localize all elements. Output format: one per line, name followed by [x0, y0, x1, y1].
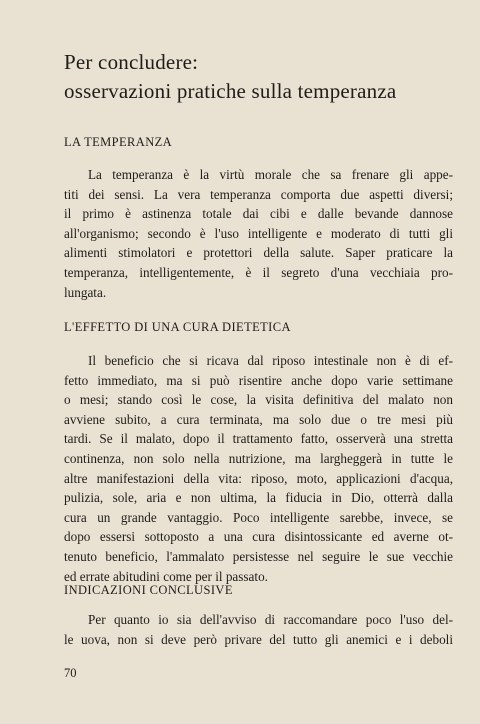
title-line-2: osservazioni pratiche sulla temperanza: [64, 79, 397, 103]
text-line: fetto immediato, ma si può risentire anche dopo varie settimane: [64, 372, 453, 388]
text-line: alimenti stimolatori e protettori della salute. Saper praticare la: [64, 245, 453, 261]
text-line: titi dei sensi. La vera temperanza comporta due aspetti diversi;: [64, 186, 453, 202]
page-title: [64, 48, 444, 106]
text-line: pulizia, sole, aria e non ultima, la fiducia in Dio, otterrà dalla: [64, 490, 453, 506]
text-line: avviene subito, a cura terminata, ma solo due o tre mesi più: [64, 411, 453, 427]
text-line: altre manifestazioni della vita: riposo, moto, applicazioni d'acqua,: [64, 470, 453, 486]
title-line-1: Per concludere:: [64, 50, 199, 74]
text-line: le uova, non si deve però privare del tutto gli anemici e i deboli: [64, 631, 453, 647]
text-line: cura un grande vantaggio. Poco intelligente sarebbe, invece, se: [64, 509, 453, 525]
text-line: Il beneficio che si ricava dal riposo intestinale non è di ef-: [88, 353, 453, 368]
text-line: o mesi; stando così le cose, la visita definitiva del malato non: [64, 392, 453, 408]
paragraph-indicazioni: [64, 610, 453, 649]
section-heading-indicazioni: INDICAZIONI CONCLUSIVE: [64, 583, 233, 597]
text-line: tenuto beneficio, l'ammalato persistesse nel seguire le sue vecchie: [64, 548, 453, 564]
text-line: tardi. Se il malato, dopo il trattamento fatto, osserverà una stretta: [64, 431, 453, 447]
page-number: 70: [64, 666, 77, 680]
text-line: lungata.: [64, 284, 107, 300]
paragraph-cura-dietetica: [64, 351, 453, 586]
text-line: all'organismo; secondo è l'uso intelligente e moderato di tutti gli: [64, 225, 453, 241]
text-line: ed errate abitudini come per il passato.: [64, 568, 268, 584]
text-line: La temperanza è la virtù morale che sa frenare gli appe-: [88, 167, 453, 182]
text-line: Per quanto io sia dell'avviso di raccomandare poco l'uso del-: [88, 612, 453, 627]
text-line: temperanza, intelligentemente, è il segreto d'una vecchiaia pro-: [64, 264, 453, 280]
section-heading-cura-dietetica: L'EFFETTO DI UNA CURA DIETETICA: [64, 320, 291, 334]
text-line: continenza, non solo nella nutrizione, ma largheggerà in tutte le: [64, 450, 453, 466]
section-heading-temperanza: LA TEMPERANZA: [64, 135, 173, 149]
text-line: dopo essersi sottoposto a una cura disintossicante ed averne ot-: [64, 529, 453, 545]
text-line: il primo è astinenza totale dai cibi e dalle bevande dannose: [64, 206, 453, 222]
paragraph-temperanza: [64, 165, 453, 302]
